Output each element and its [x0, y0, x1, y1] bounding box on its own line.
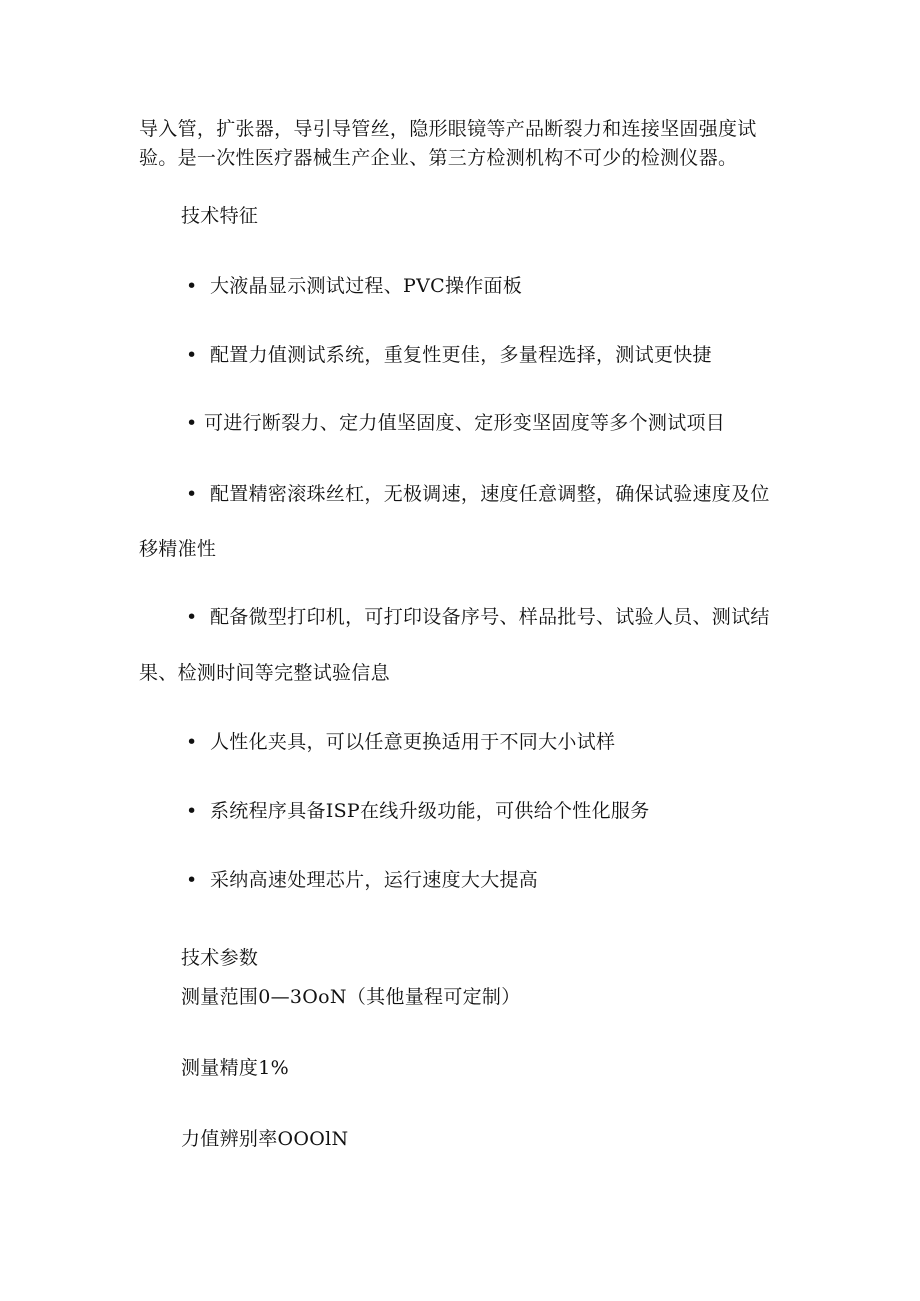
feature-item	[186, 273, 522, 299]
bullet-icon: •	[186, 275, 198, 297]
feature-continuation: 果、检测时间等完整试验信息	[139, 662, 390, 684]
intro-line-1: 导入管，扩张器，导引导管丝，隐形眼镜等产品断裂力和连接坚固强度试	[139, 118, 757, 140]
bullet-icon: •	[186, 800, 198, 822]
param-item: 测量精度1%	[181, 1057, 289, 1079]
feature-text: 配置精密滚珠丝杠，无极调速，速度任意调整，确保试验速度及位	[210, 483, 770, 505]
feature-text: 配备微型打印机，可打印设备序号、样品批号、试验人员、测试结	[210, 606, 770, 628]
bullet-icon: •	[186, 344, 198, 366]
feature-item	[186, 729, 615, 755]
bullet-icon: •	[186, 483, 198, 505]
intro-line-2: 验。是一次性医疗器械生产企业、第三方检测机构不可少的检测仪器。	[139, 147, 738, 169]
feature-text: 人性化夹具，可以任意更换适用于不同大小试样	[210, 731, 616, 753]
feature-item	[186, 604, 770, 630]
bullet-icon: •	[186, 731, 198, 753]
bullet-icon: •	[186, 606, 198, 628]
feature-text: 可进行断裂力、定力值坚固度、定形变坚固度等多个测试项目	[204, 412, 726, 434]
feature-item	[186, 481, 770, 507]
feature-item	[186, 342, 712, 368]
feature-text: 系统程序具备ISP在线升级功能，可供给个性化服务	[210, 800, 650, 822]
feature-item	[186, 410, 725, 436]
feature-text: 大液晶显示测试过程、PVC操作面板	[210, 275, 523, 297]
param-item: 测量范围0—3OoN（其他量程可定制）	[181, 986, 521, 1008]
feature-text: 配置力值测试系统，重复性更佳，多量程选择，测试更快捷	[210, 344, 712, 366]
feature-item	[186, 798, 650, 824]
params-heading: 技术参数	[181, 947, 259, 969]
bullet-icon: •	[186, 412, 198, 434]
feature-text: 采纳高速处理芯片，运行速度大大提高	[210, 869, 539, 891]
param-item: 力值辨别率OOOlN	[181, 1128, 349, 1150]
feature-item	[186, 867, 538, 893]
feature-continuation: 移精准性	[139, 538, 217, 560]
features-heading: 技术特征	[181, 205, 259, 227]
bullet-icon: •	[186, 869, 198, 891]
